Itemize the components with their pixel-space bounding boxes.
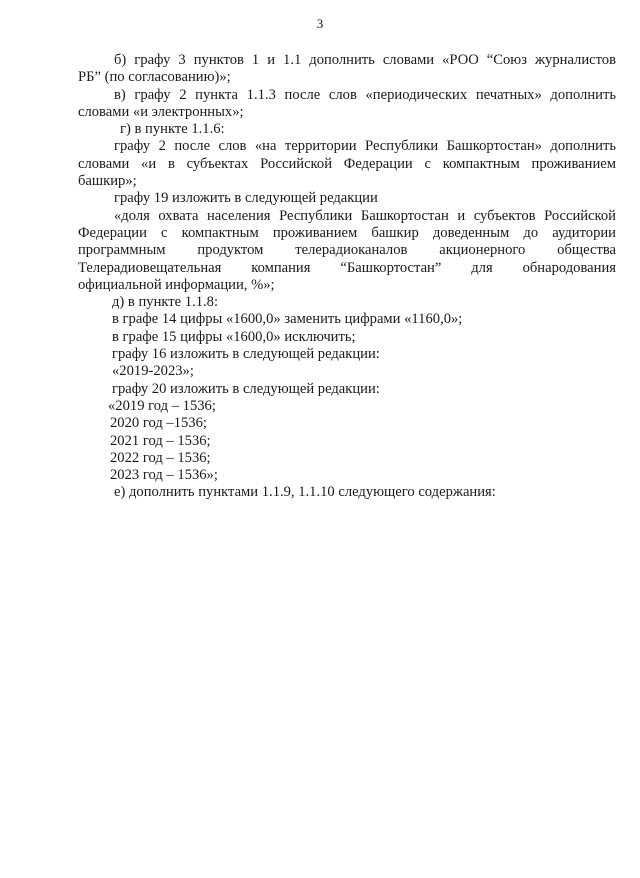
paragraph-quote-line-1: «доля охвата населения Республики Башкортостан и субъектов Российской [114,207,616,224]
page-number: 3 [316,16,324,31]
paragraph-grafa-14: в графе 14 цифры «1600,0» заменить цифрами «1160,0»; [112,311,463,328]
paragraph-g-item-line-3: башкир»; [78,173,137,190]
list-item: 2022 год – 1536; [110,449,211,466]
paragraph-grafa-16: графу 16 изложить в следующей редакции: [112,346,380,363]
paragraph-grafa-20: графу 20 изложить в следующей редакции: [112,380,380,397]
paragraph-grafa-15: в графе 15 цифры «1600,0» исключить; [112,328,356,345]
paragraph-b-line-2: РБ” (по согласованию)»; [78,69,231,86]
paragraph-grafa-16-value: «2019-2023»; [112,363,194,380]
list-item: 2020 год –1536; [110,415,207,432]
list-item: 2023 год – 1536»; [110,467,218,484]
paragraph-grafa-19: графу 19 изложить в следующей редакции [114,190,378,207]
paragraph-g-heading: г) в пункте 1.1.6: [120,121,225,138]
document-body [78,52,616,502]
paragraph-g-item-line-1: графу 2 после слов «на территории Республики Башкортостан» дополнить [114,138,616,155]
paragraph-quote-line-4: Телерадиовещательная компания “Башкортостан” для обнародования [78,259,616,276]
list-item: 2021 год – 1536; [110,432,211,449]
paragraph-v-line-1: в) графу 2 пункта 1.1.3 после слов «периодических печатных» дополнить [114,86,616,103]
paragraph-quote-line-2: Федерации с компактным проживанием башкир доведенным до аудитории [78,224,616,241]
paragraph-quote-line-5: официальной информации, %»; [78,276,275,293]
paragraph-quote-line-3: программным продуктом телерадиоканалов акционерного общества [78,242,616,259]
paragraph-b-line-1: б) графу 3 пунктов 1 и 1.1 дополнить словами «РОО “Союз журналистов [114,52,616,68]
paragraph-d-heading: д) в пункте 1.1.8: [112,294,219,311]
list-item: «2019 год – 1536; [108,397,216,414]
paragraph-v-line-2: словами «и электронных»; [78,103,244,120]
paragraph-e-heading: е) дополнить пунктами 1.1.9, 1.1.10 следующего содержания: [114,484,496,501]
paragraph-g-item-line-2: словами «и в субъектах Российской Федерации с компактным проживанием [78,155,616,172]
